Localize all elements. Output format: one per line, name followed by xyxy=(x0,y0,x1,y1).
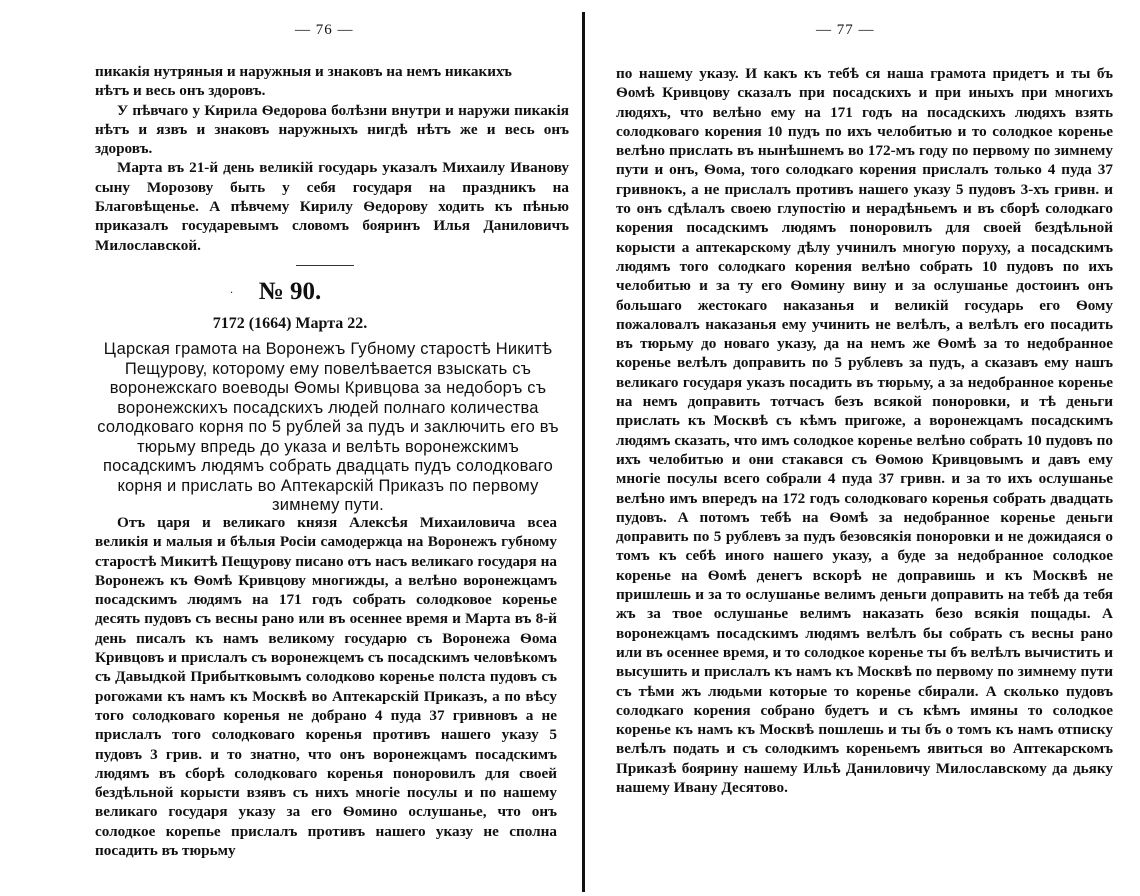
page-number: — 77 — xyxy=(816,22,875,38)
document-date: 7172 (1664) Марта 22. xyxy=(212,315,368,332)
paragraph-continued: по нашему указу. И какъ къ тебѣ ся наша грамота придетъ и ты бъ Ѳомѣ Кривцову сказалъ при посадскихъ и при иныхъ при многихъ людяхъ, что велѣно ему на 171 годъ на посадскихъ людяхъ взять солодковаго корения 10 пудъ по ихъ челобитью и то солодкое кореньe велѣно прислать въ нынѣшнемъ во 172-мъ году по первому по зимнему пути и онъ, Ѳома, того солодкаго корения прислалъ только 4 пуда 37 гривнокъ, а не прислалъ противъ нашего указу 5 пудовъ 3-хъ гривн. и то онъ сдѣлалъ своею глупостію и нерадѣньемъ и въ сборѣ солодкаго корения посадскимъ людямъ поноровилъ для своей бездѣльной корысти а аптекарскому дѣлу учинилъ многую поруху, а посадскимъ людямъ того солодкаго корения велѣно собрать 10 пудовъ по ихъ челобитью и за ту его Ѳомину вину и за ослушаньe достоинъ онъ большаго жестокаго наказанья и великій государь его Ѳому пожаловалъ наказанья ему учинить не велѣлъ, а велѣлъ его посадить въ тюрьму до новаго указу, да на немъ же Ѳомѣ за то недобранное кореньe велѣлъ доправить по 5 рублевъ за пудъ, а сказавъ ему нашъ великаго государя указъ посадить въ тюрьму, а за недобранное кореньe на немъ доправить тотчасъ безъ всякой поноровки, и тѣ деньги прислать къ Москвѣ съ кѣмъ пригоже, а воронежцамъ посадскимъ людямъ сказать, что имъ солодкое кореньe велѣно собрать 10 пудовъ по ихъ челобитью и они стакався съ Ѳомою Кривцовымъ и давъ ему многіе посулы всего собрали 4 пуда 37 гривн. и за то ихъ ослушаньe велѣно имъ впередъ на 172 годъ солодковаго коренья собрать двадцать пудовъ. А потомъ тебѣ на Ѳомѣ за недобранное кореньe деньги доправить по 5 рублевъ за пудъ безовсякія поноровки и не дожидаяся о томъ къ себѣ иного нашего указу, а буде за недобранное солодкое кореньe на Ѳомѣ денегъ вскорѣ не доправишь и къ Москвѣ не пришлешь и за то ослушаньe велимъ деньги доправить на тебѣ да тебя жъ за твое ослушаньe велимъ наказать безо всякія пощады. А воронежцамъ посадскимъ людямъ велѣлъ бы собрать съ весны рано или въ осеннее время, и то солодкое кореньe ты бъ велѣлъ вычистить и высушить и прислалъ къ намъ къ Москвѣ по первому по зимнему пути съ тѣми жъ людьми которые то кореньe сбирали. А сколько пудовъ солодкаго корения собрано будетъ и съ кѣмъ имяны то солодкое кореньe къ намъ къ Москвѣ пошлешь и ты бъ о томъ къ намъ отписку велѣлъ подать и съ солодкимъ кореньемъ явиться во Аптекарскомъ Приказѣ боярину нашему Ильѣ Даниловичу Милославскому да дьяку нашему Ивану Десятово. xyxy=(616,65,1113,796)
right-page xyxy=(588,0,1140,896)
document-heading: Царская грамота на Воронежъ Губному старостѣ Никитѣ Пещурову, которому ему повелѣвается взыскать съ воронежскаго воеводы Ѳомы Кривцова за недоборъ съ воронежскихъ посадскихъ людей полнаго количества солодковаго корня по 5 рублей за пудъ и заключить его въ тюрьму впредь до указа и велѣть воронежскимъ посадскимъ людямъ собрать двадцать пудъ солодковаго корня и прислать во Аптекарскій Приказъ по первому зимнему пути. xyxy=(97,340,559,514)
intro-line-1: пикакія нутряныя и наружныя и знаковъ на немъ никакихъ xyxy=(95,63,512,80)
document-number: № 90. xyxy=(258,278,322,305)
paragraph-march-21: Марта въ 21-й день великій государь указалъ Михаилу Иванову сыну Морозову быть у себя государя на праздникъ на Благовѣщенье. А пѣвчему Кирилу Ѳедорову ходить къ пѣнью приказалъ государевымъ словомъ бояринъ Илья Даниловичъ Милославской. xyxy=(95,159,569,254)
text-block-main xyxy=(95,513,557,860)
paragraph-kirill: У пѣвчаго у Кирила Ѳедорова болѣзни внутри и наружи пикакія нѣтъ и язвъ и знаковъ наружныхъ нигдѣ нѣтъ же и весь онъ здоровъ. xyxy=(95,101,569,158)
paragraph-main: Отъ царя и великаго князя Алексѣя Михаиловича всеа великія и малыя и бѣлыя Росіи самодержца на Воронежъ губному старостѣ Микитѣ Пещурову писано отъ насъ великаго государя на Воронежъ къ Ѳомѣ Кривцову многижды, а велѣно воронежцамъ посадскимъ людямъ на 171 годъ собрать солодковое коренье десять пудовъ съ весны рано или въ осеннее время и Марта въ 8-й день писалъ къ намъ великому государю съ Воронежа Ѳома Кривцовъ и прислалъ съ воронежцемъ съ посадскимъ человѣкомъ съ Давыдкой Прибытковымъ солодково коренье полста пудовъ съ рогожами къ намъ къ Москвѣ во Аптекарскій Приказъ, а по вѣсу того солодковаго коренья не добрано 4 пуда 37 гривновъ а не прислалъ того солодковаго коренья противъ нашего указу 5 пудовъ 3 грив. и то знатно, что онъ воронежцамъ посадскимъ людямъ въ сборѣ солодковаго коренья поноровилъ для своей бездѣльной корысти взявъ съ нихъ многіе посулы и по нашему великаго государя указу за его Ѳомино ослушанье, что онъ солодкое корепье прислалъ противъ нашего указу не сполна посадить въ тюрьму xyxy=(95,514,557,860)
text-block-top xyxy=(95,62,569,255)
text-block-continued xyxy=(616,64,1113,797)
page-gutter xyxy=(582,12,585,892)
print-speck: · xyxy=(230,288,234,299)
page-number: — 76 — xyxy=(295,22,354,38)
intro-line-2: нѣтъ и весь онъ здоровъ. xyxy=(95,82,266,100)
section-divider xyxy=(296,265,354,266)
